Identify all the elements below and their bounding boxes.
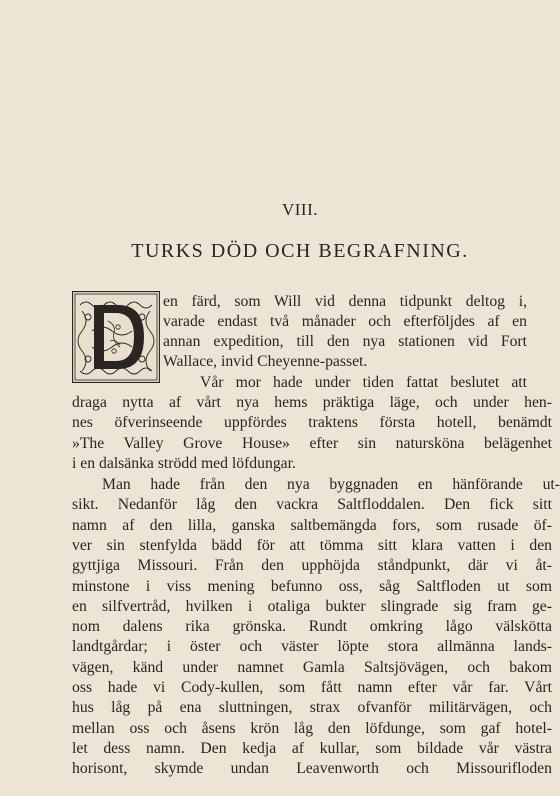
text-line: nes öfverinseende uppfördes traktens första hotell, benämdt: [72, 414, 552, 431]
text-line: hus låg på ena sluttningen, strax ofvanför militärvägen, och: [72, 699, 552, 716]
text-line: draga nytta af vårt nya hems präktiga läge, och under hen-: [72, 394, 552, 411]
text-line: minstone i viss mening befunno oss, såg Saltfloden ut som: [72, 578, 552, 595]
text-line: annan expedition, till den nya stationen vid Fort: [163, 333, 527, 350]
text-line: en silfvertråd, hvilken i otaliga bukter slingrade sig fram ge-: [72, 598, 552, 615]
text-line: en färd, som Will vid denna tidpunkt deltog i,: [163, 293, 527, 310]
ornamental-initial-d-icon: [72, 291, 160, 383]
text-line: »The Valley Grove House» efter sin natursköna belägenhet: [72, 435, 552, 452]
text-line: Man hade från den nya byggnaden en hänförande ut-: [102, 476, 560, 493]
text-line: Wallace, invid Cheyenne-passet.: [163, 353, 368, 370]
text-line: landtgårdar; i öster och väster löpte stora allmänna lands-: [72, 638, 552, 655]
text-line: mellan oss och åsens krön låg den löfdunge, som gaf hotel-: [72, 720, 552, 737]
text-line: oss hade vi Cody-kullen, som fått namn efter vår far. Vårt: [72, 679, 552, 696]
chapter-number: VIII.: [281, 200, 318, 219]
text-line: ver sin stenfylda bädd för att tömma sitt klara vatten i den: [72, 537, 552, 554]
text-line: varade endast två månader och efterföljdes af en: [163, 313, 527, 330]
chapter-title: TURKS DÖD OCH BEGRAFNING.: [131, 240, 469, 262]
text-line: vägen, känd under namnet Gamla Saltsjövägen, och bakom: [72, 659, 552, 676]
text-line: let dess namn. Den kedja af kullar, som bildade vår västra: [72, 740, 552, 757]
text-line: Vår mor hade under tiden fattat beslutet att: [200, 374, 527, 391]
text-line: sikt. Nedanför låg den vackra Saltfloddalen. Den fick sitt: [72, 496, 552, 513]
text-line: nom dalens rika grönska. Rundt omkring lågo välskötta: [72, 618, 552, 635]
text-line: namn af den lilla, ganska saltbemängda fors, som rusade öf-: [72, 517, 552, 534]
text-line: gyttjiga Missouri. Från den upphöjda ståndpunkt, där vi åt-: [72, 557, 552, 574]
text-line: i en dalsänka strödd med löfdungar.: [72, 455, 296, 472]
text-line: horisont, skymde undan Leavenworth och Missourifloden: [72, 760, 552, 777]
